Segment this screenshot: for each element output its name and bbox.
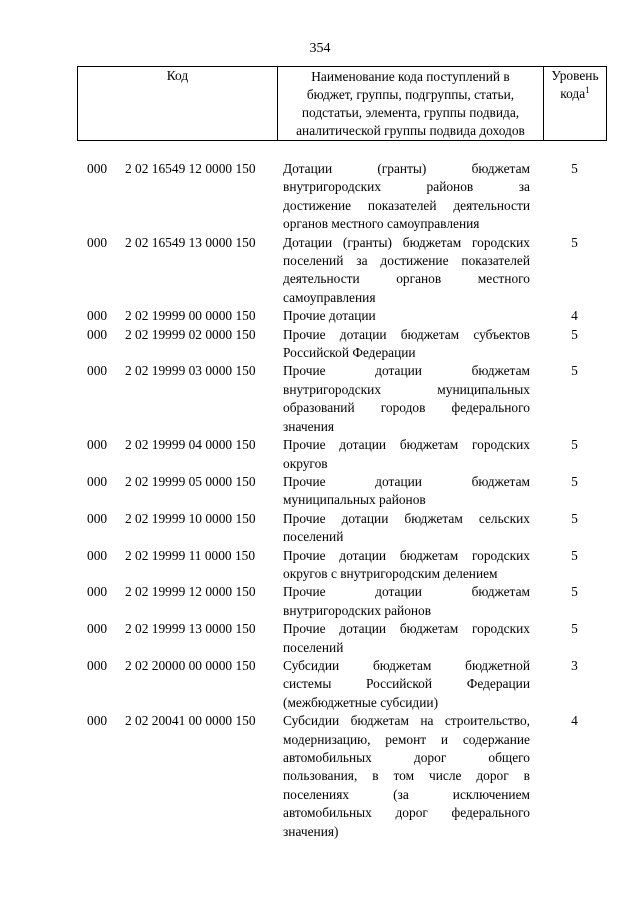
revenue-name-line: автомобильных дорог федерального bbox=[283, 805, 530, 821]
revenue-name-line: внутригородских районов за bbox=[283, 179, 530, 195]
code-level: 5 bbox=[571, 326, 578, 342]
code-level: 5 bbox=[571, 363, 578, 379]
code-level: 5 bbox=[571, 161, 578, 176]
page-number: 354 bbox=[309, 41, 331, 56]
admin-code: 000 bbox=[87, 584, 108, 600]
table-row bbox=[77, 307, 605, 325]
revenue-code: 2 02 16549 13 0000 150 bbox=[125, 234, 256, 250]
revenue-code: 2 02 19999 11 0000 150 bbox=[125, 547, 256, 563]
revenue-name bbox=[278, 436, 530, 473]
revenue-name-line: Прочие дотации бюджетам сельских bbox=[283, 510, 530, 526]
header-level-line: Уровень bbox=[551, 68, 599, 83]
revenue-name-line: Прочие дотации бюджетам bbox=[283, 473, 530, 489]
admin-code: 000 bbox=[87, 473, 108, 489]
table-row bbox=[77, 712, 605, 841]
revenue-name-line: округов bbox=[283, 455, 328, 471]
revenue-name-line: Прочие дотации бюджетам городских bbox=[283, 621, 530, 637]
revenue-name-line: Дотации (гранты) бюджетам городских bbox=[283, 234, 530, 250]
revenue-name bbox=[278, 510, 530, 547]
revenue-name bbox=[278, 160, 530, 234]
table-body bbox=[77, 160, 605, 841]
code-level: 5 bbox=[571, 621, 578, 637]
revenue-code: 2 02 20041 00 0000 150 bbox=[125, 713, 256, 729]
admin-code: 000 bbox=[87, 437, 108, 453]
code-level: 4 bbox=[571, 713, 578, 729]
table-row bbox=[77, 326, 605, 363]
code-level: 5 bbox=[571, 234, 578, 250]
revenue-code: 2 02 16549 12 0000 150 bbox=[125, 161, 256, 176]
revenue-code: 2 02 19999 12 0000 150 bbox=[125, 584, 256, 600]
header-level-text: кода bbox=[560, 86, 586, 101]
revenue-name-line: самоуправления bbox=[283, 289, 376, 305]
revenue-code: 2 02 19999 03 0000 150 bbox=[125, 363, 256, 379]
code-level: 3 bbox=[571, 657, 578, 673]
table-header bbox=[77, 66, 607, 141]
revenue-name-line: деятельности органов местного bbox=[283, 271, 530, 287]
header-level bbox=[544, 67, 607, 141]
revenue-name-line: (межбюджетные субсидии) bbox=[283, 694, 439, 710]
table-row bbox=[77, 510, 605, 547]
revenue-name-line: органов местного самоуправления bbox=[283, 216, 480, 232]
header-level-line bbox=[544, 85, 606, 103]
revenue-name-line: поселений bbox=[283, 639, 344, 655]
table-row bbox=[77, 234, 605, 308]
revenue-name-line: Прочие дотации бюджетам городских bbox=[283, 547, 530, 563]
revenue-name-line: Прочие дотации бюджетам bbox=[283, 363, 530, 379]
revenue-name bbox=[278, 326, 530, 363]
header-name-line: бюджет, группы, подгруппы, статьи, bbox=[306, 87, 515, 102]
revenue-name bbox=[278, 307, 530, 325]
footnote-mark: 1 bbox=[585, 85, 590, 95]
table-row bbox=[77, 362, 605, 436]
revenue-name-line: Прочие дотации бюджетам bbox=[283, 584, 530, 600]
admin-code: 000 bbox=[87, 161, 108, 176]
header-name-line: подстатьи, элемента, группы подвида, bbox=[301, 105, 520, 120]
header-name bbox=[278, 67, 544, 141]
header-name-line: аналитической группы подвида доходов bbox=[296, 123, 525, 138]
admin-code: 000 bbox=[87, 621, 108, 637]
revenue-name-line: поселений за достижение показателей bbox=[283, 253, 530, 269]
code-level: 5 bbox=[571, 547, 578, 563]
revenue-code: 2 02 19999 13 0000 150 bbox=[125, 621, 256, 637]
revenue-name-line: образований городов федерального bbox=[283, 400, 530, 416]
admin-code: 000 bbox=[87, 326, 108, 342]
revenue-name-line: Субсидии бюджетам на строительство, bbox=[283, 713, 530, 729]
revenue-code: 2 02 19999 00 0000 150 bbox=[125, 308, 256, 324]
revenue-name bbox=[278, 712, 530, 841]
admin-code: 000 bbox=[87, 234, 108, 250]
revenue-name-line: муниципальных районов bbox=[283, 492, 426, 508]
revenue-code: 2 02 19999 02 0000 150 bbox=[125, 326, 256, 342]
revenue-name-line: внутригородских муниципальных bbox=[283, 381, 530, 397]
revenue-name-line: Субсидии бюджетам бюджетной bbox=[283, 657, 530, 673]
revenue-name-line: пользования, в том числе дорог в bbox=[283, 768, 530, 784]
header-code: Код bbox=[78, 67, 278, 141]
revenue-code: 2 02 19999 05 0000 150 bbox=[125, 473, 256, 489]
revenue-name-line: Российской Федерации bbox=[283, 345, 416, 361]
revenue-name-line: значения) bbox=[283, 823, 339, 839]
revenue-name bbox=[278, 473, 530, 510]
code-level: 5 bbox=[571, 437, 578, 453]
revenue-name-line: округов с внутригородским делением bbox=[283, 565, 498, 581]
header-name-line: Наименование кода поступлений в bbox=[311, 69, 510, 84]
revenue-name bbox=[278, 547, 530, 584]
revenue-name bbox=[278, 362, 530, 436]
code-level: 5 bbox=[571, 510, 578, 526]
code-level: 5 bbox=[571, 584, 578, 600]
revenue-name-line: Дотации (гранты) бюджетам bbox=[283, 161, 530, 176]
table-row bbox=[77, 436, 605, 473]
revenue-code: 2 02 19999 10 0000 150 bbox=[125, 510, 256, 526]
revenue-name-line: системы Российской Федерации bbox=[283, 676, 530, 692]
code-level: 5 bbox=[571, 473, 578, 489]
revenue-name-line: поселений bbox=[283, 529, 344, 545]
table-row bbox=[77, 620, 605, 657]
revenue-name-line: Прочие дотации bbox=[283, 308, 376, 324]
revenue-name-line: достижение показателей деятельности bbox=[283, 197, 530, 213]
revenue-code: 2 02 20000 00 0000 150 bbox=[125, 657, 256, 673]
revenue-name bbox=[278, 657, 530, 712]
admin-code: 000 bbox=[87, 547, 108, 563]
table-row bbox=[77, 473, 605, 510]
table-row bbox=[77, 547, 605, 584]
admin-code: 000 bbox=[87, 363, 108, 379]
revenue-name-line: Прочие дотации бюджетам субъектов bbox=[283, 326, 530, 342]
table-row bbox=[77, 583, 605, 620]
revenue-name bbox=[278, 234, 530, 308]
revenue-code: 2 02 19999 04 0000 150 bbox=[125, 437, 256, 453]
revenue-name-line: значения bbox=[283, 418, 335, 434]
table-row bbox=[77, 160, 605, 234]
admin-code: 000 bbox=[87, 308, 108, 324]
revenue-name bbox=[278, 620, 530, 657]
revenue-name-line: автомобильных дорог общего bbox=[283, 750, 530, 765]
revenue-name-line: внутригородских районов bbox=[283, 602, 432, 618]
admin-code: 000 bbox=[87, 713, 108, 729]
revenue-name-line: Прочие дотации бюджетам городских bbox=[283, 437, 530, 453]
table-row bbox=[77, 657, 605, 712]
revenue-name bbox=[278, 583, 530, 620]
revenue-name-line: модернизацию, ремонт и содержание bbox=[283, 731, 530, 747]
admin-code: 000 bbox=[87, 510, 108, 526]
code-level: 4 bbox=[571, 308, 578, 324]
admin-code: 000 bbox=[87, 657, 108, 673]
revenue-name-line: поселениях (за исключением bbox=[283, 786, 530, 802]
